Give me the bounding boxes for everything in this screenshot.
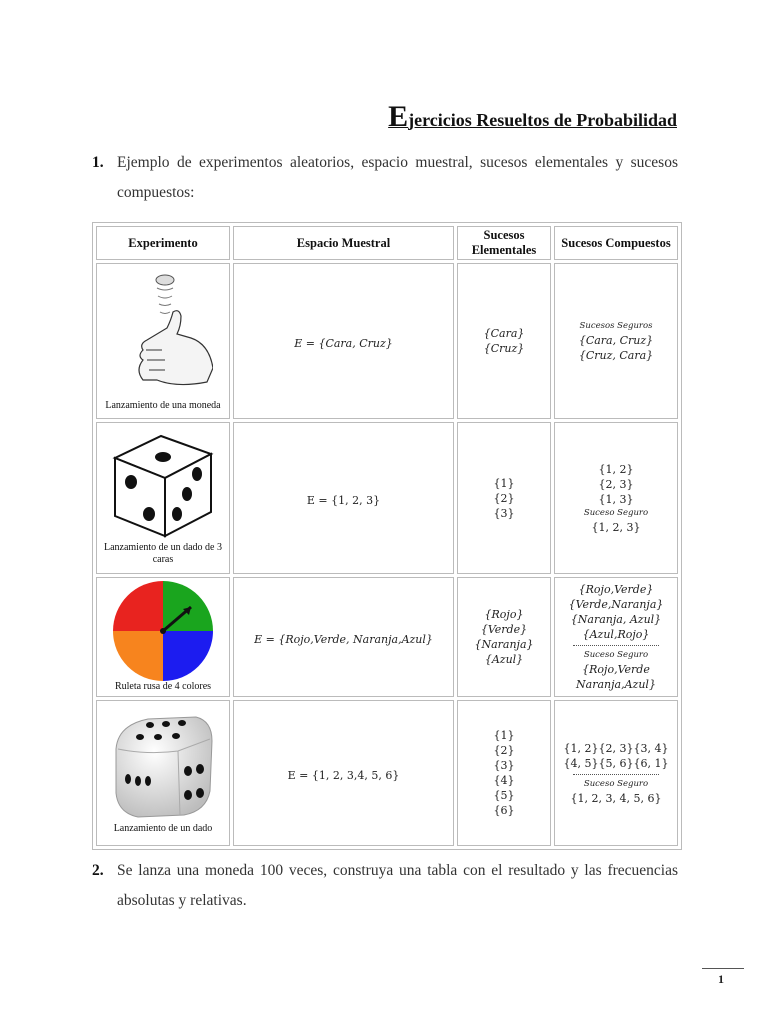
elementales-cell <box>457 422 551 574</box>
espacio-value: E = {1, 2, 3,4, 5, 6} <box>287 768 400 782</box>
table-row <box>96 263 678 419</box>
elementales-cell <box>457 263 551 419</box>
header-sucesos-compuestos: Sucesos Compuestos <box>554 226 678 260</box>
compuesto-value: {Verde,Naranja} <box>568 598 664 611</box>
elemental-value: {Rojo} <box>484 608 524 621</box>
espacio-cell <box>233 577 454 697</box>
experiments-table <box>92 222 682 850</box>
exercise-1 <box>92 148 678 208</box>
compuestos-cell <box>554 577 678 697</box>
divider <box>573 645 658 646</box>
color-spinner-icon <box>111 581 215 681</box>
compuesto-value: {1, 2}{2, 3}{3, 4} <box>563 741 669 755</box>
compuesto-value: {Azul,Rojo} <box>582 628 650 641</box>
seguro-label: Suceso Seguro <box>583 650 649 660</box>
experiment-cell <box>96 577 230 697</box>
elemental-value: {2} <box>493 491 515 505</box>
experiment-caption: Ruleta rusa de 4 colores <box>114 681 212 692</box>
compuestos-cell <box>554 263 678 419</box>
compuestos-cell <box>554 422 678 574</box>
seguro-label: Suceso Seguro <box>583 778 649 789</box>
exercise-text: Se lanza una moneda 100 veces, construya una tabla con el resultado y las frecuencias absolutas y relativas. <box>117 862 678 909</box>
coin-toss-hand-icon <box>113 270 213 400</box>
espacio-value: E = {1, 2, 3} <box>306 493 381 507</box>
experiment-caption: Lanzamiento de un dado <box>113 823 213 834</box>
experiment-cell <box>96 422 230 574</box>
elementales-cell <box>457 700 551 846</box>
elemental-value: {1} <box>493 476 515 490</box>
exercise-number: 2. <box>92 862 104 879</box>
elemental-value: {Naranja} <box>474 638 534 651</box>
seguro-value: {1, 2, 3, 4, 5, 6} <box>570 791 662 805</box>
experiment-caption: Lanzamiento de una moneda <box>105 400 221 411</box>
three-sided-die-icon <box>109 430 217 542</box>
header-experimento: Experimento <box>96 226 230 260</box>
compuesto-value: {4, 5}{5, 6}{6, 1} <box>563 756 669 770</box>
experiment-cell <box>96 263 230 419</box>
espacio-value: E = {Cara, Cruz} <box>294 336 393 350</box>
footer-rule <box>702 968 744 969</box>
table-row <box>96 700 678 846</box>
table-header-row <box>96 226 678 260</box>
compuesto-value: {1, 3} <box>598 492 634 506</box>
elemental-value: {4} <box>493 774 515 787</box>
table-row <box>96 422 678 574</box>
espacio-cell <box>233 700 454 846</box>
header-sucesos-elementales: Sucesos Elementales <box>457 226 551 260</box>
compuesto-value: {2, 3} <box>598 477 634 491</box>
page-number: 1 <box>718 972 724 986</box>
elemental-value: {Azul} <box>484 653 524 666</box>
elemental-value: {6} <box>493 804 515 817</box>
header-espacio-muestral: Espacio Muestral <box>233 226 454 260</box>
seguro-label: Suceso Seguro <box>583 507 649 518</box>
exercise-text: Ejemplo de experimentos aleatorios, espacio muestral, sucesos elementales y sucesos compuestos: <box>117 154 678 201</box>
compuesto-value: {1, 2} <box>598 462 634 476</box>
elementales-cell <box>457 577 551 697</box>
espacio-cell <box>233 263 454 419</box>
elemental-value: {5} <box>493 789 515 802</box>
spinner-blue-slice <box>163 631 213 681</box>
table-row <box>96 577 678 697</box>
elemental-value: {1} <box>493 729 515 742</box>
espacio-cell <box>233 422 454 574</box>
elemental-value: {Cruz} <box>483 342 525 355</box>
experiment-cell <box>96 700 230 846</box>
elemental-value: {Cara} <box>483 327 525 340</box>
compuesto-value: {Cara, Cruz} <box>578 333 654 347</box>
espacio-value: E = {Rojo,Verde, Naranja,Azul} <box>254 632 433 646</box>
compuesto-value: {Rojo,Verde} <box>578 583 654 596</box>
elemental-value: {3} <box>493 506 515 520</box>
elemental-value: {Verde} <box>480 623 528 636</box>
exercise-number: 1. <box>92 154 104 171</box>
six-sided-die-icon <box>108 711 218 823</box>
title-rest: jercicios Resueltos de Probabilidad <box>408 110 677 130</box>
elemental-value: {2} <box>493 744 515 757</box>
page-title <box>388 100 677 134</box>
exercise-2 <box>92 856 678 916</box>
title-initial: E <box>388 100 409 133</box>
compuestos-label: Sucesos Seguros <box>579 320 653 331</box>
experiment-caption: Lanzamiento de un dado de 3 caras <box>103 542 222 565</box>
compuesto-value: {Cruz, Cara} <box>578 348 654 362</box>
compuesto-value: {Naranja, Azul} <box>570 613 662 626</box>
compuestos-cell <box>554 700 678 846</box>
seguro-value: {1, 2, 3} <box>591 520 641 534</box>
seguro-value: Naranja,Azul} <box>576 678 656 691</box>
divider <box>573 774 658 775</box>
elemental-value: {3} <box>493 759 515 772</box>
seguro-value: {Rojo,Verde <box>582 663 650 676</box>
spinner-orange-slice <box>113 631 163 681</box>
spinner-red-slice <box>113 581 163 631</box>
